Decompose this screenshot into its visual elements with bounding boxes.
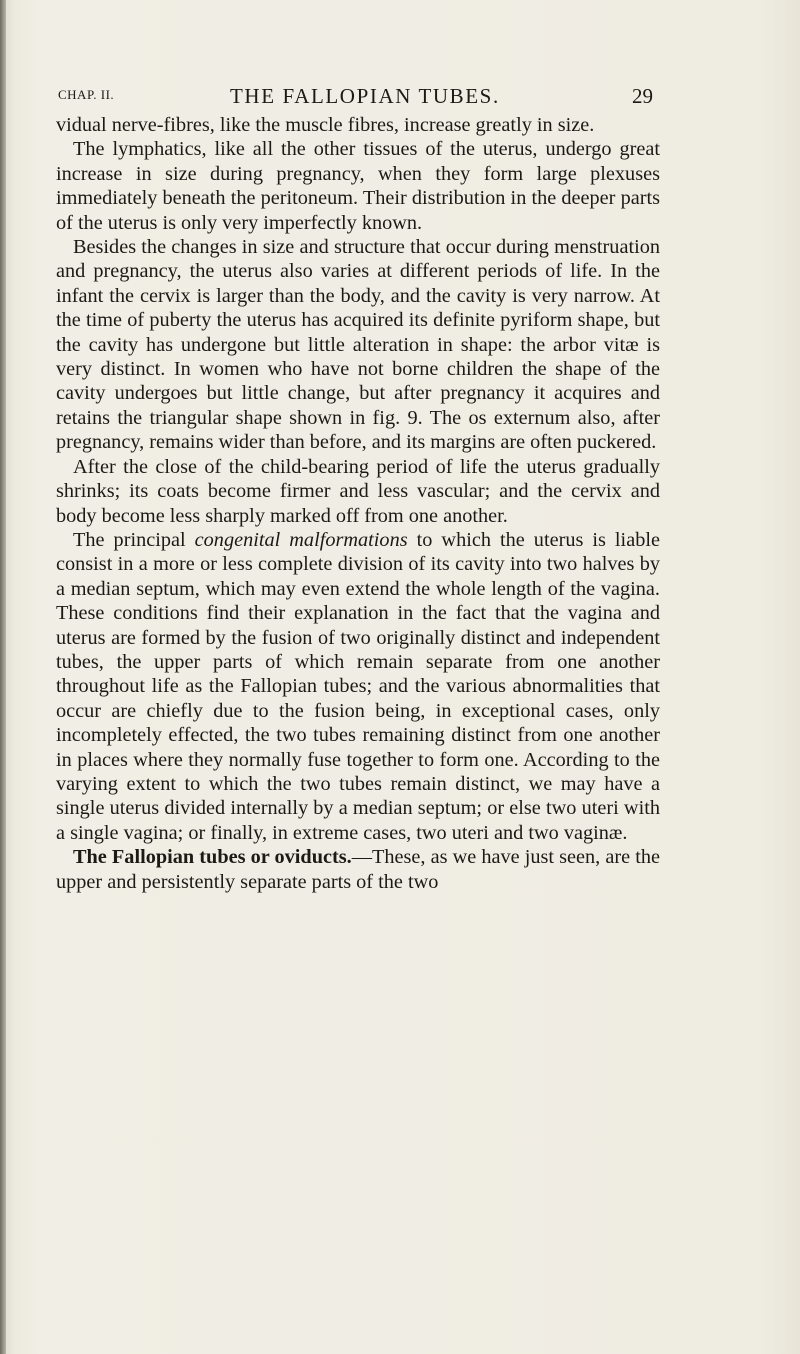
running-title: THE FALLOPIAN TUBES. [230,84,500,108]
paragraph [56,528,660,845]
paragraph [56,845,660,894]
running-header [58,84,658,108]
paragraph-text: —These, as we have just seen, are the upper and persistently separate parts of the two [56,846,661,893]
chapter-label: CHAP. II. [58,87,115,102]
paragraph: Besides the changes in size and structure that occur during menstruation and pregnancy, the uterus also varies at different periods of life. In the infant the cervix is larger than the body, and the cavity is very narrow. At the time of puberty the uterus has acquired its definite pyriform shape, but the cavity has undergone but little alteration in shape: the arbor vitæ is very distinct. In women who have not borne children the shape of the cavity undergoes but little change, but after pregnancy it acquires and retains the triangular shape shown in fig. 9. The os externum also, after pregnancy, remains wider than before, and its margins are often puckered. [56,236,660,454]
paragraph-text: to which the uterus is liable consist in a more or less complete division of its cavity into two halves by a median septum, which may even extend the whole length of the vagina. These conditions find their explanation in the fact that the vagina and uterus are formed by the fusion of two originally distinct and independent tubes, the upper parts of which remain separate from one another throughout life as the Fallopian tubes; and the various abnormalities that occur are chiefly due to the fusion being, in exceptional cases, only incompletely effected, the two tubes remaining distinct from one another in places where they normally fuse together to form one. According to the varying extent to which the two tubes remain distinct, we may have a single uterus divided internally by a median septum; or else two uteri with a single vagina; or finally, in extreme cases, two uteri and two vaginæ. [56,528,660,844]
body-text [56,113,660,894]
paragraph: vidual nerve-fibres, like the muscle fibres, increase greatly in size. [56,114,595,136]
binding-edge [0,0,6,1354]
section-heading: The Fallopian tubes or oviducts. [73,846,352,869]
paragraph: After the close of the child-bearing period of life the uterus gradually shrinks; its coats become firmer and less vascular; and the cervix and body become less sharply marked off from one another. [56,455,660,527]
emphasized-term: congenital malformations [194,528,408,551]
paragraph-text: The principal [73,528,195,551]
page-number: 29 [632,84,653,108]
paragraph: The lymphatics, like all the other tissues of the uterus, undergo great increase in size during pregnancy, when they form large plexuses immediately beneath the peritoneum. Their distribution in the deeper parts of the uterus is only very imperfectly known. [56,138,660,234]
